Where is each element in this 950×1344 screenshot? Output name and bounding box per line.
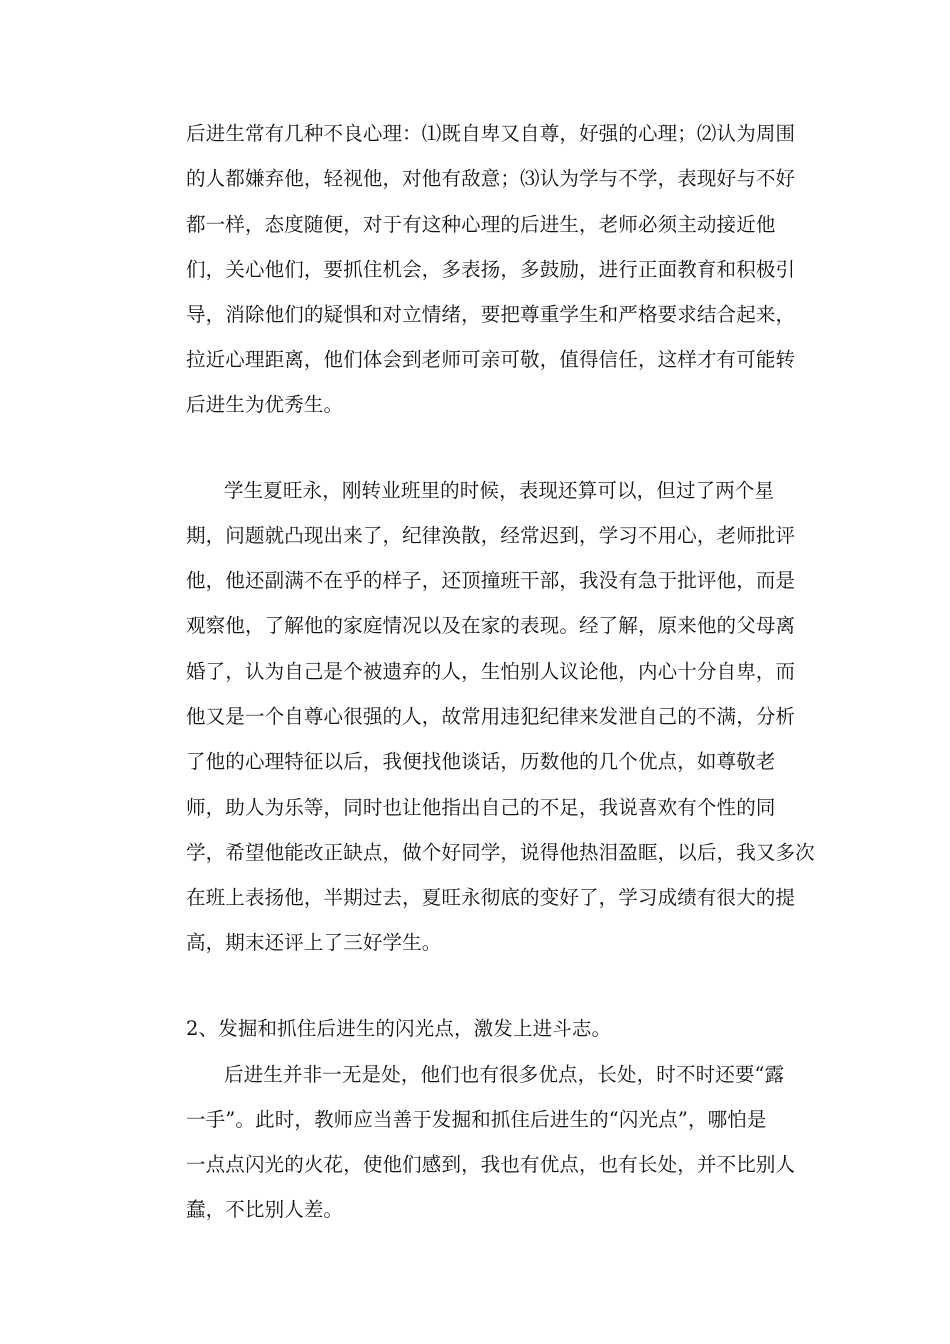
text-line: 学生夏旺永，刚转业班里的时候，表现还算可以，但过了两个星 [224, 479, 775, 502]
text-line: 的人都嫌弃他，轻视他，对他有敌意；⑶认为学与不学，表现好与不好 [186, 167, 796, 190]
text-line: 在班上表扬他，半期过去，夏旺永彻底的变好了，学习成绩有很大的提 [186, 886, 796, 909]
text-line: 后进生为优秀生。 [186, 393, 344, 416]
text-line: 导，消除他们的疑惧和对立情绪，要把尊重学生和严格要求结合起来， [186, 303, 796, 326]
text-line: 他，他还副满不在乎的样子，还顶撞班干部，我没有急于批评他，而是 [186, 569, 796, 592]
text-line: 了他的心理特征以后，我便找他谈话，历数他的几个优点，如尊敬老 [186, 750, 776, 773]
section-heading: 2、发掘和抓住后进生的闪光点，激发上进斗志。 [186, 1017, 612, 1040]
text-line: 拉近心理距离，他们体会到老师可亲可敬，值得信任，这样才有可能转 [186, 348, 796, 371]
text-line: 高，期末还评上了三好学生。 [186, 931, 442, 954]
text-line: 学，希望他能改正缺点，做个好同学，说得他热泪盈眶，以后，我又多次 [186, 841, 815, 864]
text-line: 一手”。此时，教师应当善于发掘和抓住后进生的“闪光点”，哪怕是 [186, 1108, 767, 1131]
text-line: 师，助人为乐等，同时也让他指出自己的不足，我说喜欢有个性的同 [186, 796, 776, 819]
text-line: 后进生并非一无是处，他们也有很多优点，长处，时不时还要“露 [224, 1063, 785, 1086]
text-line: 都一样，态度随便，对于有这种心理的后进生，老师必须主动接近他 [186, 213, 776, 236]
text-line: 婚了，认为自己是个被遗弃的人，生怕别人议论他，内心十分自卑，而 [186, 660, 796, 683]
text-line: 们，关心他们，要抓住机会，多表扬，多鼓励，进行正面教育和积极引 [186, 258, 796, 281]
text-line: 一点点闪光的火花，使他们感到，我也有优点，也有长处，并不比别人 [186, 1153, 796, 1176]
text-line: 蠢，不比别人差。 [186, 1198, 344, 1221]
text-line: 期，问题就凸现出来了，纪律涣散，经常迟到，学习不用心，老师批评 [186, 524, 796, 547]
text-line: 他又是一个自尊心很强的人，故常用违犯纪律来发泄自己的不满，分析 [186, 705, 796, 728]
text-line: 后进生常有几种不良心理：⑴既自卑又自尊，好强的心理；⑵认为周围 [186, 122, 796, 145]
text-line: 观察他，了解他的家庭情况以及在家的表现。经了解，原来他的父母离 [186, 614, 796, 637]
